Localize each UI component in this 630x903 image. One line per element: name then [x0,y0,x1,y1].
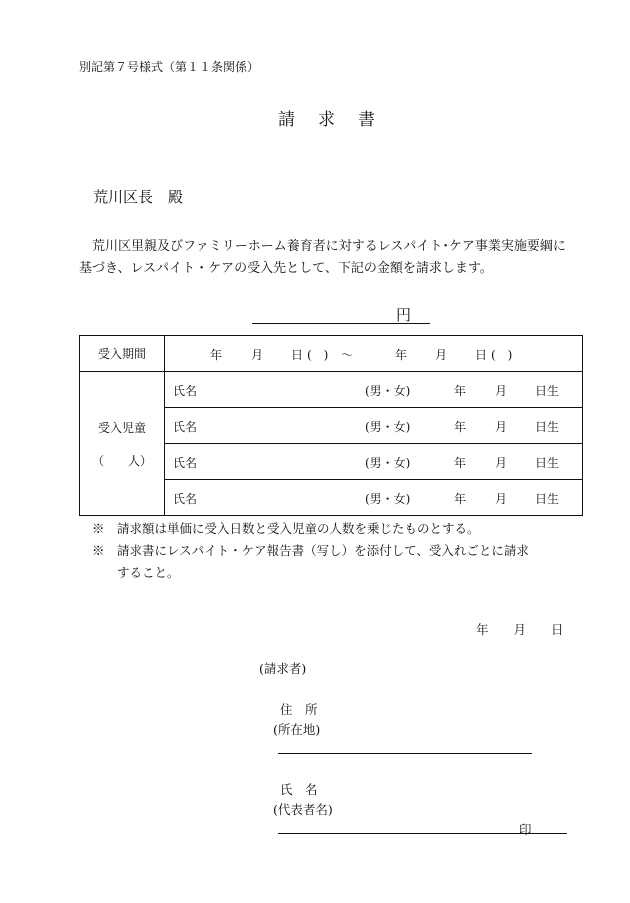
child-birth-month: 月 [495,456,508,470]
amount-unit: 円 [396,306,412,324]
body-text [79,236,589,280]
title-char-3: 書 [358,110,375,130]
period-month2: 月 [435,348,448,362]
children-label: 受入児童 [97,420,146,435]
child-name-label: 氏名 [173,420,198,434]
address-field[interactable] [278,753,532,754]
period-field[interactable] [165,336,583,372]
notes [92,518,582,584]
child-name-label: 氏名 [173,456,198,470]
period-tilde: ～ [341,348,354,362]
child-gender: (男・女) [365,420,411,434]
children-label-cell [80,372,165,516]
period-year1: 年 [210,348,223,362]
child-birth-day: 日生 [535,456,560,470]
children-count[interactable]: （ 人） [91,453,152,468]
period-day1: 日 [291,348,304,362]
period-row [80,336,583,372]
child-birth-month: 月 [495,420,508,434]
claim-table [79,335,583,516]
addressee: 荒川区長 殿 [93,188,184,206]
seal-mark: 印 [519,822,532,837]
name-label: 氏 名 [280,782,318,797]
child-birth-day: 日生 [535,384,560,398]
child-row-cell[interactable] [165,480,583,516]
title-char-1: 請 [278,110,295,130]
child-gender: (男・女) [365,492,411,506]
child-row-cell[interactable] [165,408,583,444]
child-birth-year: 年 [454,420,467,434]
body-line-1: 荒川区里親及びファミリーホーム養育者に対するレスパイト･ケア事業実施要綱に [92,239,566,254]
child-gender: (男・女) [365,456,411,470]
period-year2: 年 [395,348,408,362]
child-birth-day: 日生 [535,492,560,506]
claim-date[interactable]: 年 月 日 [476,622,564,637]
child-gender: (男・女) [365,384,411,398]
child-name-label: 氏名 [173,384,198,398]
period-weekday1: ( ) [307,348,329,362]
period-label: 受入期間 [80,336,165,372]
child-name-label: 氏名 [173,492,198,506]
child-birth-year: 年 [454,456,467,470]
note-2: ※ 請求書にレスパイト・ケア報告書（写し）を添付して、受入れごとに請求 [92,543,529,558]
child-birth-day: 日生 [535,420,560,434]
note-1: ※ 請求額は単価に受入日数と受入児童の人数を乗じたものとする。 [92,521,480,536]
document-title [278,105,398,130]
child-birth-year: 年 [454,384,467,398]
period-month1: 月 [251,348,264,362]
name-sublabel: (代表者名) [273,802,333,817]
address-sublabel: (所在地) [273,722,321,737]
body-line-2: 基づき、レスパイト・ケアの受入先として、下記の金額を請求します。 [79,261,493,276]
child-birth-month: 月 [495,384,508,398]
note-2-cont: すること。 [92,565,180,580]
child-birth-year: 年 [454,492,467,506]
claimant-label: (請求者) [259,661,307,676]
title-char-2: 求 [318,110,335,130]
form-id: 別記第７号様式（第１１条関係） [79,60,260,74]
child-row-cell[interactable] [165,444,583,480]
child-row-cell[interactable] [165,372,583,408]
period-day2: 日 [475,348,488,362]
child-birth-month: 月 [495,492,508,506]
address-label: 住 所 [280,702,318,717]
child-row [80,372,583,408]
period-weekday2: ( ) [491,348,513,362]
